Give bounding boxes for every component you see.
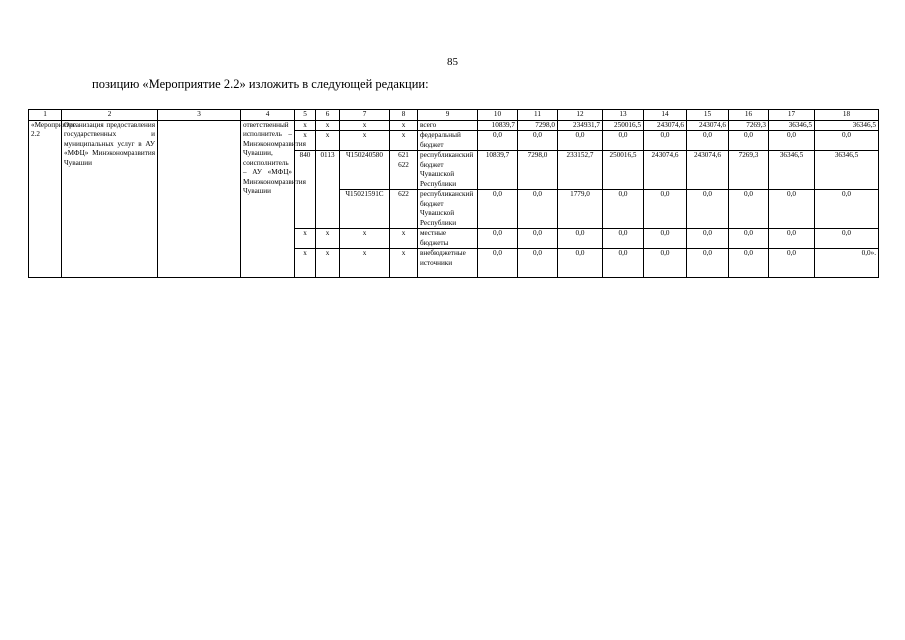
- header-cell: 17: [769, 110, 815, 121]
- table-cell: 0113: [316, 151, 340, 229]
- value-cell: 0,0: [518, 249, 558, 278]
- table-cell: 840: [295, 151, 316, 229]
- value-cell: 0,0: [687, 131, 729, 151]
- program-table: [28, 109, 879, 278]
- table-cell: х: [340, 229, 390, 249]
- table-cell: х: [316, 120, 340, 131]
- value-cell: 250016,5: [603, 151, 644, 190]
- table-row: [29, 120, 879, 131]
- value-cell: 0,0: [769, 131, 815, 151]
- header-cell: 5: [295, 110, 316, 121]
- executor-cell: ответственный исполнитель – Минэкономразвития Чувашии, соисполнитель – АУ «МФЦ» Минэкономразвития Чувашии: [241, 120, 295, 278]
- value-cell: 0,0: [644, 229, 687, 249]
- value-cell: 0,0: [644, 249, 687, 278]
- value-cell: 243074,6: [687, 151, 729, 190]
- header-cell: 15: [687, 110, 729, 121]
- value-cell: 36346,5: [815, 120, 879, 131]
- value-cell: 7298,0: [518, 120, 558, 131]
- value-cell: 0,0: [815, 131, 879, 151]
- table-cell: х: [316, 229, 340, 249]
- header-cell: 10: [478, 110, 518, 121]
- table-cell: х: [340, 131, 390, 151]
- header-cell: 3: [158, 110, 241, 121]
- value-cell: 0,0».: [815, 249, 879, 278]
- value-cell: 250016,5: [603, 120, 644, 131]
- table-cell: х: [340, 249, 390, 278]
- table-cell: х: [316, 249, 340, 278]
- value-cell: 10839,7: [478, 151, 518, 190]
- header-cell: 6: [316, 110, 340, 121]
- value-cell: 0,0: [729, 249, 769, 278]
- value-cell: 1779,0: [558, 190, 603, 229]
- value-cell: 0,0: [603, 229, 644, 249]
- value-cell: 0,0: [769, 190, 815, 229]
- activity-description-cell: Организация предоставления государственных и муниципальных услуг в АУ «МФЦ» Минэкономразвития Чувашии: [62, 120, 158, 278]
- value-cell: 36346,5: [769, 120, 815, 131]
- header-cell: 18: [815, 110, 879, 121]
- table-cell: х: [295, 229, 316, 249]
- value-cell: 0,0: [815, 190, 879, 229]
- table-cell: х: [390, 131, 418, 151]
- header-cell: 1: [29, 110, 62, 121]
- funding-source-cell: федеральный бюджет: [418, 131, 478, 151]
- funding-source-cell: республиканский бюджет Чувашской Республики: [418, 151, 478, 190]
- value-cell: 234931,7: [558, 120, 603, 131]
- header-cell: 13: [603, 110, 644, 121]
- value-cell: 0,0: [478, 190, 518, 229]
- value-cell: 0,0: [603, 131, 644, 151]
- table-cell: х: [295, 249, 316, 278]
- value-cell: 0,0: [687, 190, 729, 229]
- value-cell: 36346,5: [769, 151, 815, 190]
- value-cell: 0,0: [603, 190, 644, 229]
- value-cell: 36346,5: [815, 151, 879, 190]
- value-cell: 0,0: [603, 249, 644, 278]
- value-cell: 243074,6: [644, 120, 687, 131]
- table-cell: 621 622: [390, 151, 418, 190]
- value-cell: 0,0: [687, 249, 729, 278]
- value-cell: 7269,3: [729, 151, 769, 190]
- header-cell: 16: [729, 110, 769, 121]
- table-cell: Ч150240580: [340, 151, 390, 190]
- value-cell: 233152,7: [558, 151, 603, 190]
- value-cell: 0,0: [729, 229, 769, 249]
- value-cell: 0,0: [558, 131, 603, 151]
- value-cell: 7298,0: [518, 151, 558, 190]
- header-cell: 14: [644, 110, 687, 121]
- value-cell: 0,0: [518, 190, 558, 229]
- value-cell: 243074,6: [644, 151, 687, 190]
- empty-cell: [158, 120, 241, 278]
- table-cell: Ч15021591С: [340, 190, 390, 229]
- value-cell: 0,0: [687, 229, 729, 249]
- activity-name-cell: «Мероприятие 2.2: [29, 120, 62, 278]
- value-cell: 10839,7: [478, 120, 518, 131]
- intro-text: позицию «Мероприятие 2.2» изложить в следующей редакции:: [92, 77, 429, 91]
- header-cell: 12: [558, 110, 603, 121]
- table-cell: х: [295, 120, 316, 131]
- value-cell: 0,0: [769, 249, 815, 278]
- value-cell: 0,0: [644, 131, 687, 151]
- header-cell: 11: [518, 110, 558, 121]
- value-cell: 0,0: [478, 249, 518, 278]
- value-cell: 0,0: [729, 131, 769, 151]
- funding-source-cell: всего: [418, 120, 478, 131]
- value-cell: 0,0: [478, 229, 518, 249]
- table-cell: х: [390, 249, 418, 278]
- table-cell: х: [390, 229, 418, 249]
- table-cell: 622: [390, 190, 418, 229]
- page-number: 85: [447, 56, 458, 68]
- value-cell: 0,0: [558, 229, 603, 249]
- value-cell: 0,0: [558, 249, 603, 278]
- value-cell: 0,0: [644, 190, 687, 229]
- value-cell: 0,0: [769, 229, 815, 249]
- funding-source-cell: республиканский бюджет Чувашской Республики: [418, 190, 478, 229]
- header-row: [29, 110, 879, 121]
- value-cell: 7269,3: [729, 120, 769, 131]
- table-cell: х: [295, 131, 316, 151]
- value-cell: 0,0: [478, 131, 518, 151]
- value-cell: 243074,6: [687, 120, 729, 131]
- funding-source-cell: внебюджетные источники: [418, 249, 478, 278]
- value-cell: 0,0: [518, 131, 558, 151]
- value-cell: 0,0: [815, 229, 879, 249]
- header-cell: 8: [390, 110, 418, 121]
- value-cell: 0,0: [518, 229, 558, 249]
- value-cell: 0,0: [729, 190, 769, 229]
- header-cell: 2: [62, 110, 158, 121]
- funding-source-cell: местные бюджеты: [418, 229, 478, 249]
- table-cell: х: [316, 131, 340, 151]
- table-cell: х: [340, 120, 390, 131]
- header-cell: 4: [241, 110, 295, 121]
- header-cell: 7: [340, 110, 390, 121]
- table-cell: х: [390, 120, 418, 131]
- header-cell: 9: [418, 110, 478, 121]
